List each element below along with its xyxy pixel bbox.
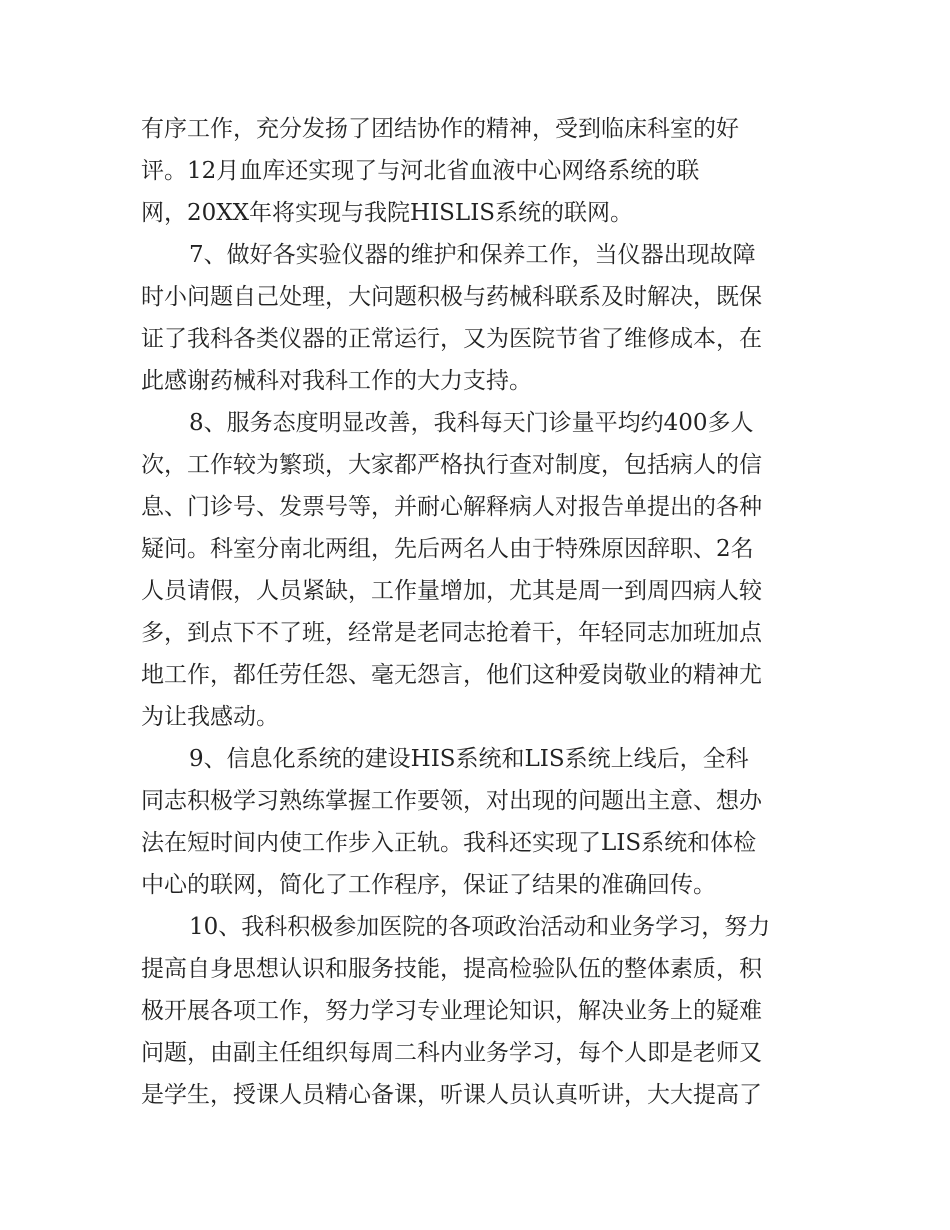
text-line: 证了我科各类仪器的正常运行，又为医院节省了维修成本，在 xyxy=(141,326,762,352)
text-line: 为让我感动。 xyxy=(141,704,279,730)
text-line: 同志积极学习熟练掌握工作要领，对出现的问题出主意、想办 xyxy=(141,788,762,814)
text-line: 地工作，都任劳任怨、毫无怨言，他们这种爱岗敬业的精神尤 xyxy=(141,662,762,688)
paragraph-10-start: 10、我科积极参加医院的各项政治活动和业务学习，努力 xyxy=(189,914,771,940)
paragraph-8-start: 8、服务态度明显改善，我科每天门诊量平均约400多人 xyxy=(189,410,754,436)
text-line: 息、门诊号、发票号等，并耐心解释病人对报告单提出的各种 xyxy=(141,494,762,520)
paragraph-7-start: 7、做好各实验仪器的维护和保养工作，当仪器出现故障 xyxy=(189,242,756,268)
text-line: 此感谢药械科对我科工作的大力支持。 xyxy=(141,368,532,394)
text-line: 法在短时间内使工作步入正轨。我科还实现了LIS系统和体检 xyxy=(141,830,757,856)
text-line: 时小问题自己处理，大问题积极与药械科联系及时解决，既保 xyxy=(141,284,762,310)
text-line: 次，工作较为繁琐，大家都严格执行查对制度，包括病人的信 xyxy=(141,452,762,478)
text-line: 网，20XX年将实现与我院HISLIS系统的联网。 xyxy=(141,200,634,226)
paragraph-9-start: 9、信息化系统的建设HIS系统和LIS系统上线后，全科 xyxy=(189,746,749,772)
text-line: 问题，由副主任组织每周二科内业务学习，每个人即是老师又 xyxy=(141,1040,762,1066)
text-line: 中心的联网，简化了工作程序，保证了结果的准确回传。 xyxy=(141,872,716,898)
text-line: 是学生，授课人员精心备课，听课人员认真听讲，大大提高了 xyxy=(141,1082,762,1108)
text-line: 评。12月血库还实现了与河北省血液中心网络系统的联 xyxy=(141,158,700,184)
text-line: 人员请假，人员紧缺，工作量增加，尤其是周一到周四病人较 xyxy=(141,578,762,604)
text-line: 提高自身思想认识和服务技能，提高检验队伍的整体素质，积 xyxy=(141,956,762,982)
text-line: 有序工作，充分发扬了团结协作的精神，受到临床科室的好 xyxy=(141,116,739,142)
text-line: 疑问。科室分南北两组，先后两名人由于特殊原因辞职、2名 xyxy=(141,536,754,562)
text-line: 多，到点下不了班，经常是老同志抢着干，年轻同志加班加点 xyxy=(141,620,762,646)
text-line: 极开展各项工作，努力学习专业理论知识，解决业务上的疑难 xyxy=(141,998,762,1024)
